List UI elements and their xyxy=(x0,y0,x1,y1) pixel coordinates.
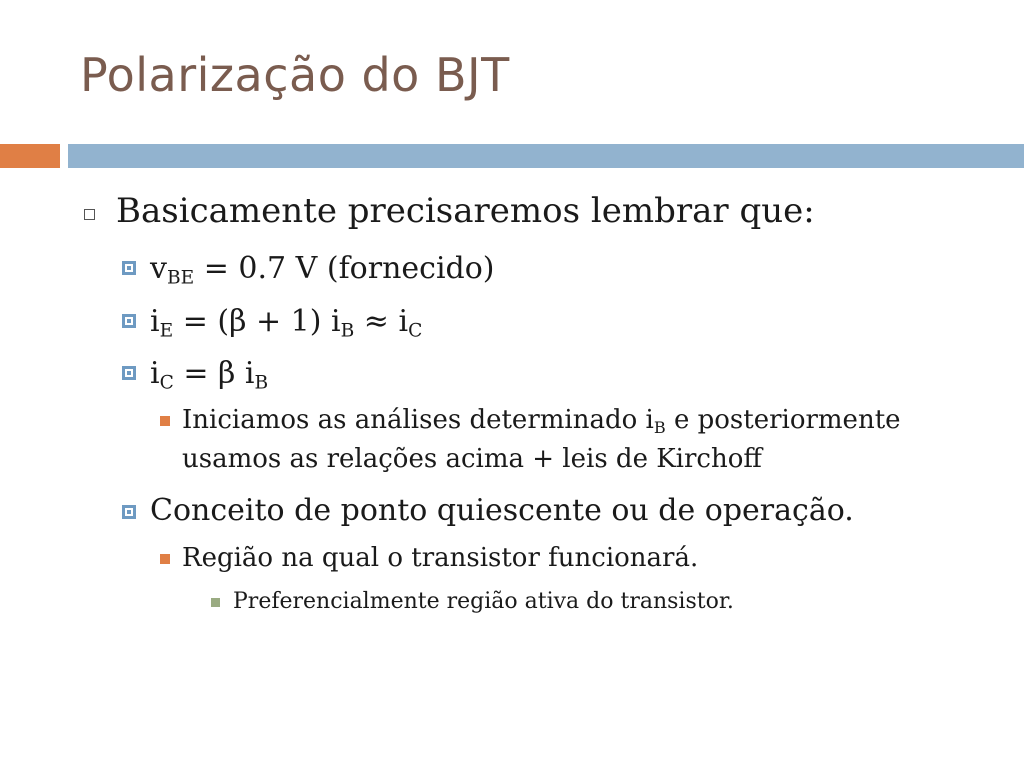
text-vbe-value: = 0.7 V (fornecido) xyxy=(194,251,495,286)
text-posteriormente: e posteriormente xyxy=(665,405,901,435)
bullet-ic xyxy=(150,355,268,393)
bullet-square-marker xyxy=(160,554,170,564)
slide-title: Polarização do BJT xyxy=(80,48,510,102)
subscript-c: C xyxy=(408,320,423,342)
title-accent-bar-orange xyxy=(0,144,60,168)
bullet-square-marker xyxy=(84,209,95,220)
text-beta: = β i xyxy=(173,356,255,391)
subscript-c: C xyxy=(159,372,174,394)
bullet-square-marker xyxy=(122,261,136,275)
text-approx: ≈ i xyxy=(354,304,409,339)
bullet-square-marker xyxy=(160,416,170,426)
bullet-regiao: Região na qual o transistor funcionará. xyxy=(182,543,699,573)
subscript-be: BE xyxy=(166,267,195,289)
bullet-ie xyxy=(150,303,422,341)
text-i: i xyxy=(150,304,160,339)
bullet-square-marker xyxy=(122,505,136,519)
subscript-b: B xyxy=(340,320,355,342)
subscript-b: B xyxy=(254,372,269,394)
bullet-square-marker xyxy=(211,598,220,607)
title-accent-bar-blue xyxy=(68,144,1024,168)
bullet-vbe xyxy=(150,250,495,288)
text-beta-plus-one: = (β + 1) i xyxy=(173,304,341,339)
bullet-iniciamos xyxy=(182,404,901,437)
bullet-square-marker xyxy=(122,366,136,380)
bullet-basicamente: Basicamente precisaremos lembrar que: xyxy=(116,191,815,231)
subscript-b: B xyxy=(653,417,666,437)
text-iniciamos: Iniciamos as análises determinado i xyxy=(182,405,654,435)
bullet-square-marker xyxy=(122,314,136,328)
text-i: i xyxy=(150,356,160,391)
subscript-e: E xyxy=(159,320,174,342)
text-v: v xyxy=(150,251,167,286)
bullet-iniciamos-line2: usamos as relações acima + leis de Kirchoff xyxy=(182,444,762,474)
bullet-conceito: Conceito de ponto quiescente ou de operação. xyxy=(150,493,854,528)
bullet-preferencialmente: Preferencialmente região ativa do transistor. xyxy=(233,589,734,614)
